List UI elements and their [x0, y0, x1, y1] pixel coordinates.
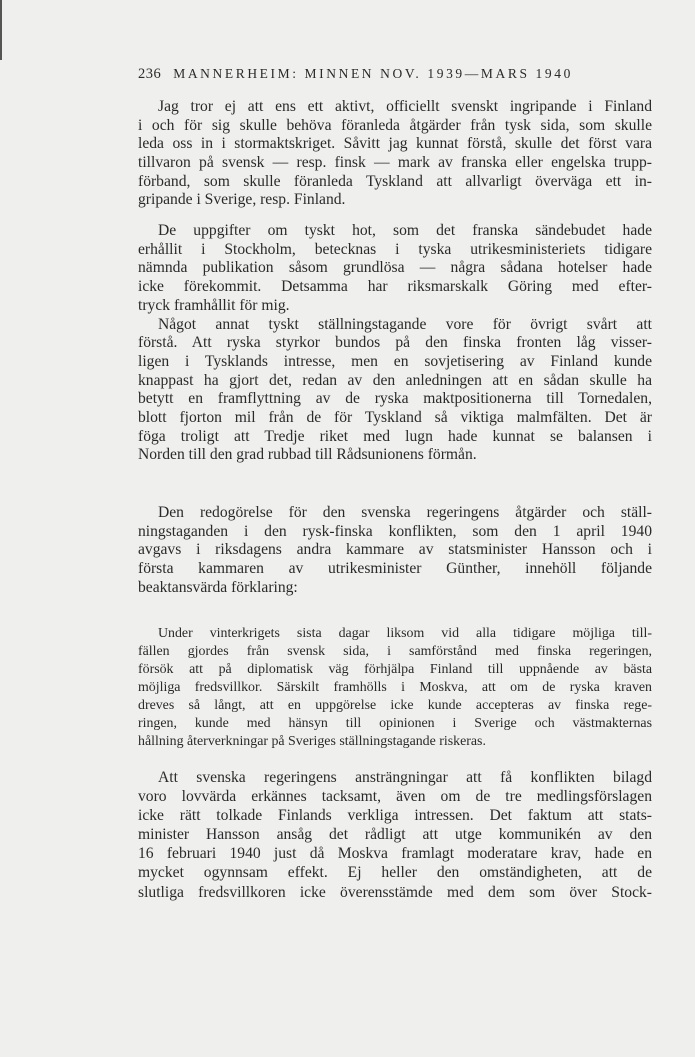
text-line: slutliga fredsvillkoren icke överensstämde med dem som över Stock- [138, 883, 652, 901]
text-line: försök att på diplomatisk väg förhjälpa Finland till uppnående av bästa [138, 662, 652, 677]
text-line: tryck framhållit för mig. [138, 296, 290, 314]
text-line: icke förekommit. Detsamma har riksmarskalk Göring med efter- [138, 278, 652, 296]
text-line: Den redogörelse för den svenska regeringens åtgärder och ställ- [158, 504, 652, 521]
text-line: nämnda publikation såsom grundlösa — några sådana hotelser hade [138, 259, 652, 277]
text-line: beaktansvärda förklaring: [138, 578, 298, 596]
text-line: minister Hansson ansåg det rådligt att utge kommunikén av den [138, 826, 652, 844]
text-line: Norden till den grad rubbad till Rådsunionens förmån. [138, 446, 477, 464]
block-quote [138, 625, 652, 751]
text-line: förband, som skulle föranleda Tyskland att allvarligt överväga ett in- [138, 172, 652, 190]
text-line: 16 februari 1940 just då Moskva framlagt moderatare krav, hade en [138, 845, 652, 863]
text-line: knappast ha gjort det, redan av den anledningen att en sådan skulle ha [138, 371, 652, 389]
text-line: hållning återverkningar på Sveriges ställningstagande riskeras. [138, 734, 486, 749]
text-line: blott fjorton mil från de för Tyskland så viktiga malmfälten. Det är [138, 408, 652, 426]
text-line: Att svenska regeringens ansträngningar att få konflikten bilagd [158, 769, 652, 786]
running-title: MANNERHEIM: MINNEN NOV. 1939—MARS 1940 [173, 66, 573, 81]
text-line: dreves så långt, att en uppgörelse icke kunde accepteras av finska rege- [138, 698, 652, 713]
paragraph [138, 768, 652, 902]
text-line: gripande i Sverige, resp. Finland. [138, 191, 346, 209]
text-line: avgavs i riksdagens andra kammare av statsminister Hansson och i [138, 541, 652, 559]
text-line: fällen gjordes från svensk sida, i samförstånd med finska regeringen, [138, 644, 652, 659]
page-number: 236 [138, 66, 162, 82]
text-line: De uppgifter om tyskt hot, som det franska sändebudet hade [158, 222, 652, 239]
running-header [138, 66, 652, 86]
text-line: erhållit i Stockholm, betecknas i tyska utrikesministeriets tidigare [138, 240, 652, 258]
text-line: Något annat tyskt ställningstagande vore för övrigt svårt att [158, 315, 652, 333]
text-line: ningstaganden i den rysk-finska konflikten, som den 1 april 1940 [138, 522, 652, 540]
text-line: ringen, kunde med hänsyn till opinionen i Sverige och västmakternas [138, 716, 652, 731]
text-line: möjliga fredsvillkor. Särskilt framhölls i Moskva, att om de ryska kraven [138, 680, 652, 695]
paragraph [138, 504, 652, 597]
text-line: i och för sig skulle behöva föranleda åtgärder från tysk sida, som skulle [138, 116, 652, 134]
text-line: ligen i Tysklands intresse, men en sovjetisering av Finland kunde [138, 352, 652, 370]
text-line: Under vinterkrigets sista dagar liksom vid alla tidigare möjliga till- [158, 626, 652, 641]
page-edge-shadow [0, 0, 2, 60]
text-line: voro lovvärda erkännes tacksamt, även om de tre medlingsförslagen [138, 788, 652, 806]
text-line: mycket ogynnsam effekt. Ej heller den omständigheten, att de [138, 864, 652, 882]
paragraph [138, 222, 652, 315]
text-line: tillvaron på svensk — resp. finsk — mark av franska eller engelska trupp- [138, 154, 652, 172]
text-line: leda oss in i stormaktskriget. Såvitt jag kunnat förstå, skulle det först vara [138, 135, 652, 153]
text-line: föga troligt att Tredje riket med lugn hade kunnat se balansen i [138, 427, 652, 445]
text-line: första kammaren av utrikesminister Günther, innehöll följande [138, 560, 652, 578]
text-line: icke rätt tolkade Finlands verkliga intressen. Det faktum att stats- [138, 807, 652, 825]
text-line: förstå. Att ryska styrkor bundos på den finska fronten låg visser- [138, 334, 652, 352]
paragraph [138, 98, 652, 210]
paragraph [138, 316, 652, 466]
text-line: betytt en framflyttning av de ryska maktpositionerna till Tornedalen, [138, 390, 652, 408]
text-line: Jag tror ej att ens ett aktivt, officiellt svenskt ingripande i Finland [158, 98, 652, 115]
